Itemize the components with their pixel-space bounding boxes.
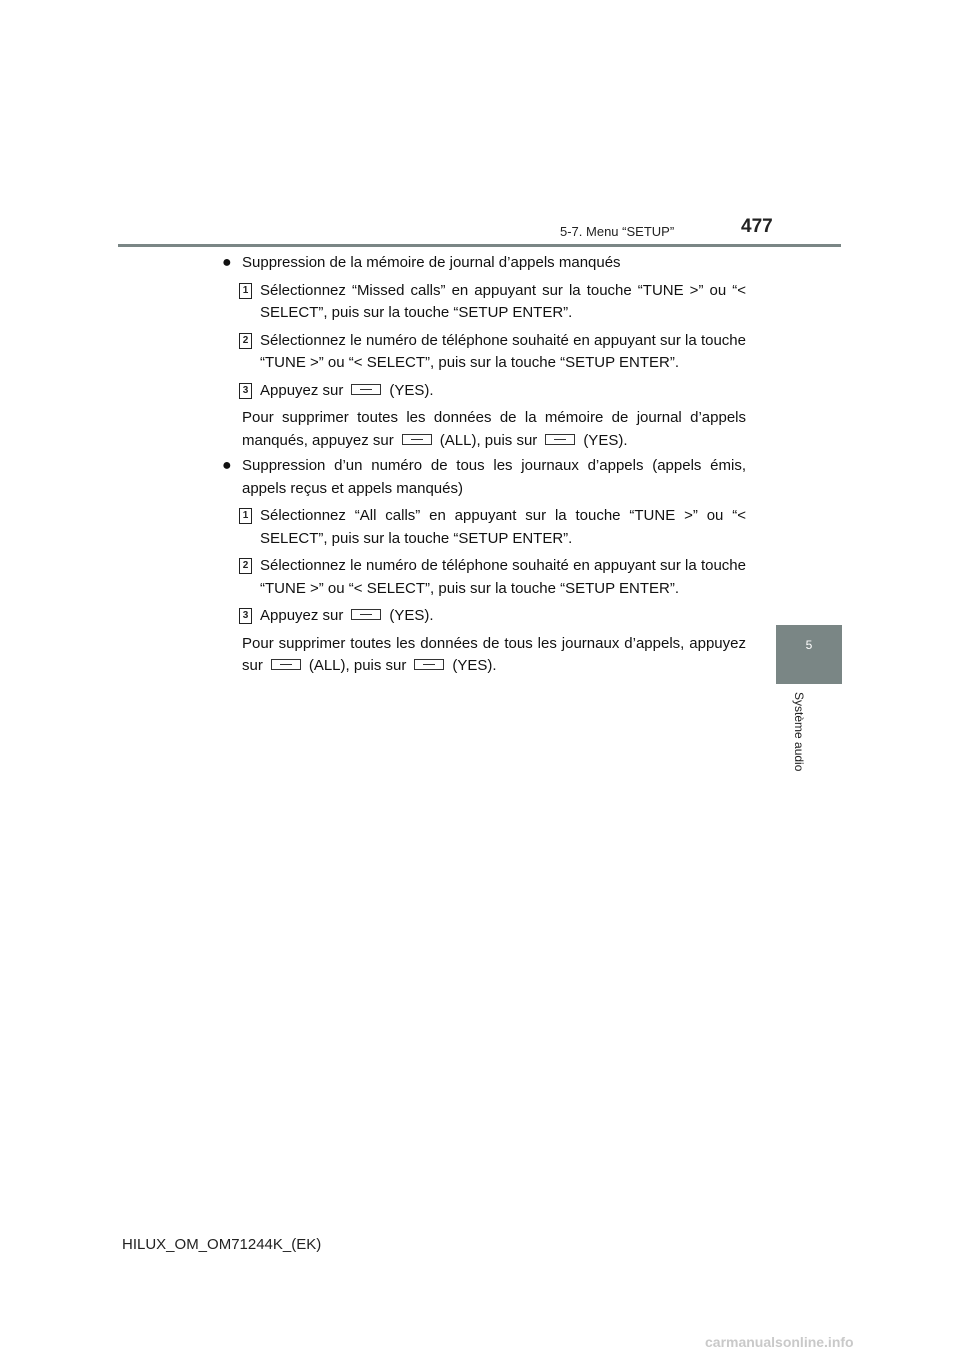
note-text: (ALL), puis sur [308,657,407,674]
note-text: Pour supprimer toutes les données de tous les journaux d’appels, appuyez sur [242,634,746,674]
header-divider [118,244,841,247]
step-item [222,280,746,325]
button-key-icon [271,659,301,670]
section-heading-text: Suppression de la mémoire de journal d’appels manqués [242,254,621,271]
step-item [222,505,746,550]
bullet-icon: ● [222,457,232,474]
section-heading [222,455,746,500]
button-key-icon [351,609,381,620]
section-heading-text: Suppression d’un numéro de tous les journaux d’appels (appels émis, appels reçus et appels manqués) [242,457,746,497]
step-item [222,330,746,375]
bullet-icon: ● [222,254,232,271]
note-text: Pour supprimer toutes les données de la mémoire de journal d’appels manqués, appuyez sur [242,409,746,449]
step-number: 3 [239,383,252,399]
step-number: 1 [239,508,252,524]
section-all-calls [222,455,746,678]
step-text: (YES). [389,607,434,624]
step-number: 2 [239,558,252,574]
step-list [222,505,746,628]
section-missed-calls [222,252,746,452]
step-text: (YES). [389,381,434,399]
step-number: 2 [239,333,252,349]
section-note [222,633,746,678]
step-text: Appuyez sur [260,607,344,624]
step-number: 1 [239,283,252,299]
step-list [222,280,746,403]
section-heading [222,252,746,275]
page-content [222,252,746,678]
note-text: (YES). [452,657,497,674]
step-text: Sélectionnez le numéro de téléphone souhaité en appuyant sur la touche “TUNE >” ou “< SELECT”, puis sur la touche “SETUP ENTER”. [260,331,746,371]
section-note [222,407,746,452]
page-number: 477 [741,216,773,237]
button-key-icon [402,434,432,445]
chapter-tab [776,625,842,684]
step-text: Sélectionnez “Missed calls” en appuyant sur la touche “TUNE >” ou “< SELECT”, puis sur la touche “SETUP ENTER”. [260,281,746,321]
step-text: Sélectionnez le numéro de téléphone souhaité en appuyant sur la touche “TUNE >” ou “< SELECT”, puis sur la touche “SETUP ENTER”. [260,557,746,597]
step-item [222,605,746,628]
step-item [222,555,746,600]
note-text: (YES). [583,431,628,449]
chapter-number: 5 [805,638,813,652]
button-key-icon [545,434,575,445]
button-key-icon [414,659,444,670]
document-code: HILUX_OM_OM71244K_(EK) [122,1236,322,1253]
note-text: (ALL), puis sur [439,431,538,449]
watermark-text: carmanualsonline.info [705,1334,854,1350]
button-key-icon [351,384,381,395]
chapter-title: Système audio [792,692,806,772]
step-number: 3 [239,608,252,624]
step-item [222,380,746,403]
step-text: Appuyez sur [260,381,344,399]
section-title: 5-7. Menu “SETUP” [560,224,675,239]
step-text: Sélectionnez “All calls” en appuyant sur la touche “TUNE >” ou “< SELECT”, puis sur la touche “SETUP ENTER”. [260,507,746,547]
